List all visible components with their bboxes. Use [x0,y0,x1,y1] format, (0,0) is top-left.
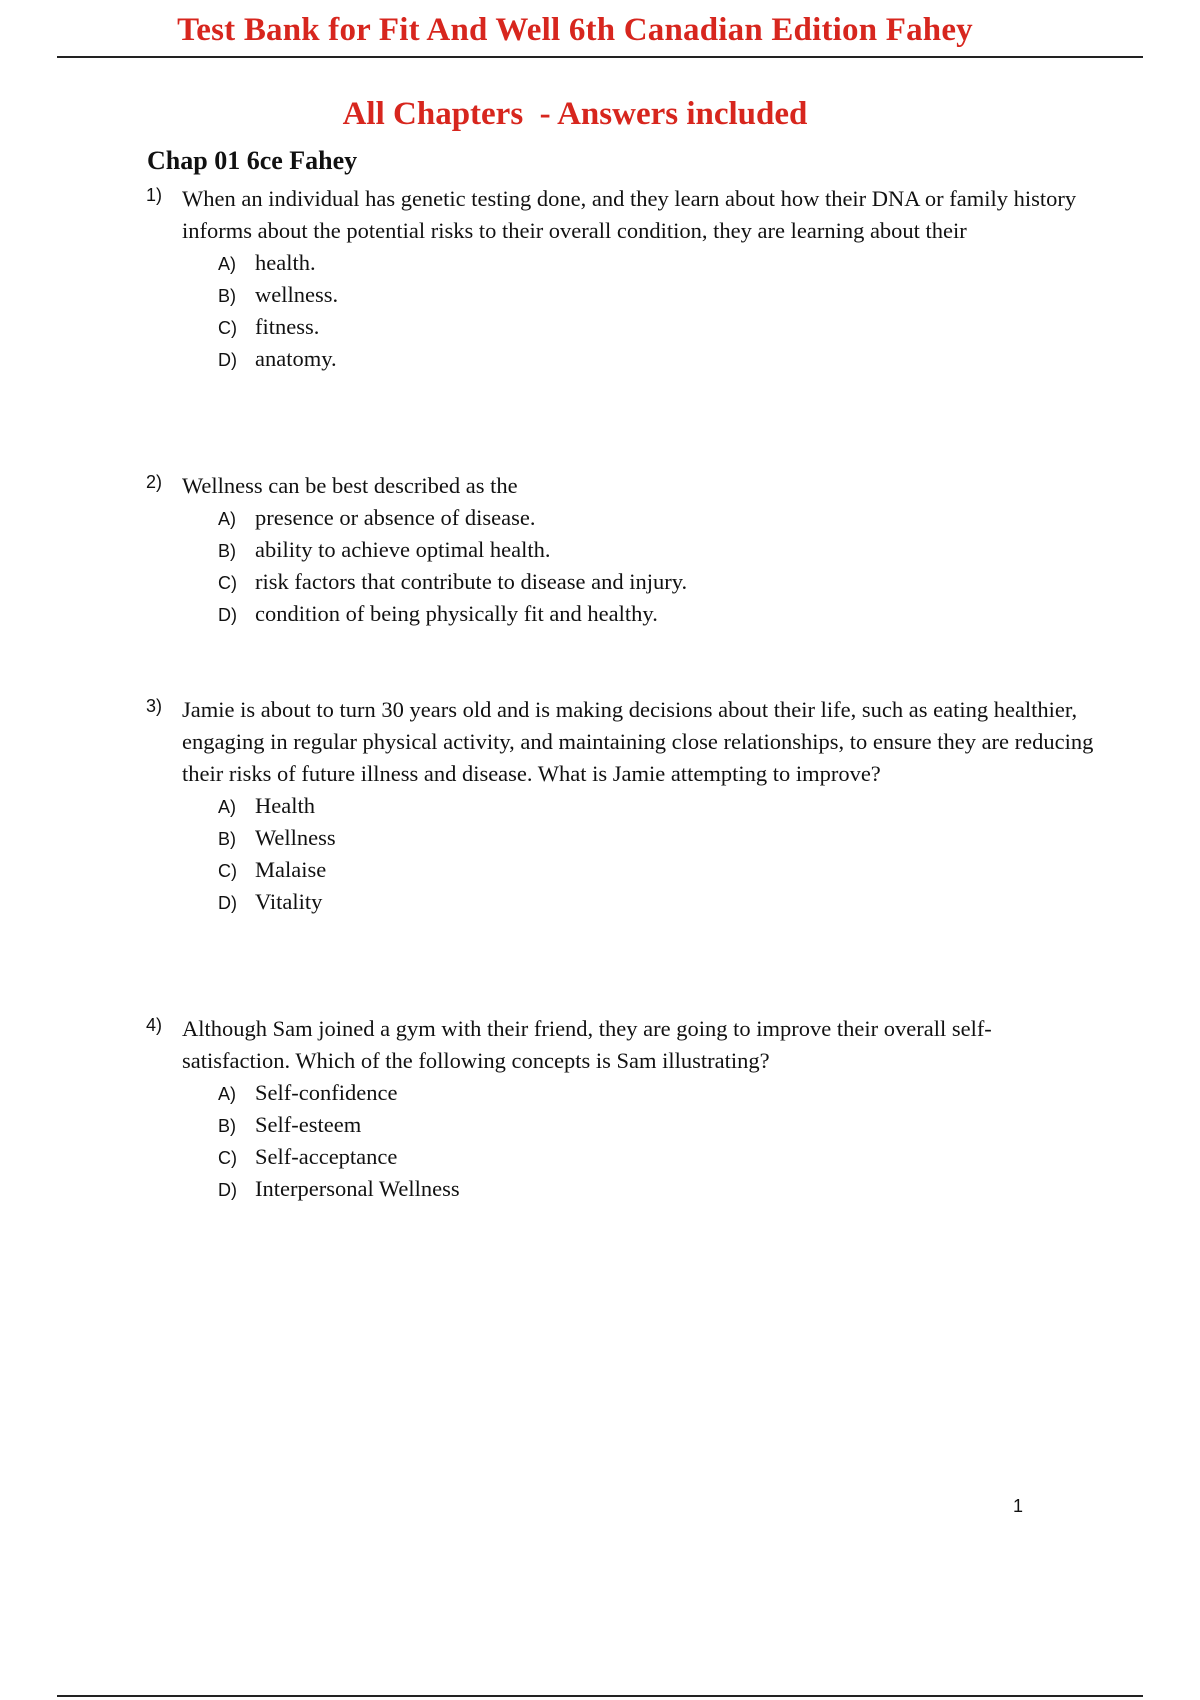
option-letter: A) [218,509,236,529]
question-number: 4) [146,1015,163,1035]
option-letter: C) [218,1148,237,1168]
option-letter: C) [218,861,237,881]
answer-option-a [146,502,1096,534]
option-letter: D) [218,350,237,370]
answer-option-d [146,1173,1096,1205]
question-number: 2) [146,472,163,492]
answer-option-b [146,822,1096,854]
answer-option-d [146,598,1096,630]
option-letter: B) [218,541,236,561]
option-letter: D) [218,605,237,625]
option-text: Health [255,793,315,818]
option-text: fitness. [255,314,320,339]
option-letter: A) [218,254,236,274]
question-text: Although Sam joined a gym with their friend, they are going to improve their overall self-satisfaction. Which of the following concepts is Sam illustrating? [182,1016,992,1073]
option-text: Self-esteem [255,1112,362,1137]
option-text: Vitality [255,889,323,914]
option-text: anatomy. [255,346,337,371]
answer-options [146,502,1096,630]
question-3 [146,694,1096,918]
document-header-title: Test Bank for Fit And Well 6th Canadian Edition Fahey [177,12,973,48]
question-text: Wellness can be best described as the [182,473,518,498]
document-subtitle: All Chapters - Answers included [342,96,808,132]
answer-option-d [146,886,1096,918]
answer-option-b [146,534,1096,566]
option-text: Interpersonal Wellness [255,1176,460,1201]
option-letter: C) [218,318,237,338]
answer-options [146,790,1096,918]
question-text: When an individual has genetic testing done, and they learn about how their DNA or family history informs about the potential risks to their overall condition, they are learning about their [182,186,1077,243]
question-4 [146,1013,1096,1205]
answer-option-a [146,790,1096,822]
option-text: risk factors that contribute to disease and injury. [255,569,688,594]
answer-option-b [146,1109,1096,1141]
option-letter: A) [218,797,236,817]
answer-options [146,247,1096,375]
option-letter: A) [218,1084,236,1104]
option-text: condition of being physically fit and healthy. [255,601,658,626]
question-number: 3) [146,696,163,716]
option-text: Self-confidence [255,1080,398,1105]
footer-divider [57,1695,1143,1697]
answer-options [146,1077,1096,1205]
question-2 [146,470,1096,630]
answer-option-c [146,1141,1096,1173]
page-number: 1 [1013,1496,1024,1516]
answer-option-c [146,311,1096,343]
option-letter: C) [218,573,237,593]
chapter-heading: Chap 01 6ce Fahey [147,146,358,175]
question-number: 1) [146,185,163,205]
option-text: Wellness [255,825,336,850]
answer-option-a [146,1077,1096,1109]
option-letter: D) [218,1180,237,1200]
option-text: ability to achieve optimal health. [255,537,551,562]
answer-option-b [146,279,1096,311]
header-divider [57,56,1143,58]
question-text: Jamie is about to turn 30 years old and is making decisions about their life, such as eating healthier, engaging in regular physical activity, and maintaining close relationships, to ensure they are reducing their risks of future illness and disease. What is Jamie attempting to improve? [182,697,1094,786]
option-letter: B) [218,1116,236,1136]
answer-option-c [146,854,1096,886]
option-letter: B) [218,829,236,849]
option-text: Malaise [255,857,327,882]
option-letter: D) [218,893,237,913]
answer-option-a [146,247,1096,279]
option-letter: B) [218,286,236,306]
answer-option-c [146,566,1096,598]
option-text: wellness. [255,282,339,307]
answer-option-d [146,343,1096,375]
option-text: presence or absence of disease. [255,505,536,530]
option-text: health. [255,250,316,275]
option-text: Self-acceptance [255,1144,398,1169]
question-1 [146,183,1096,375]
